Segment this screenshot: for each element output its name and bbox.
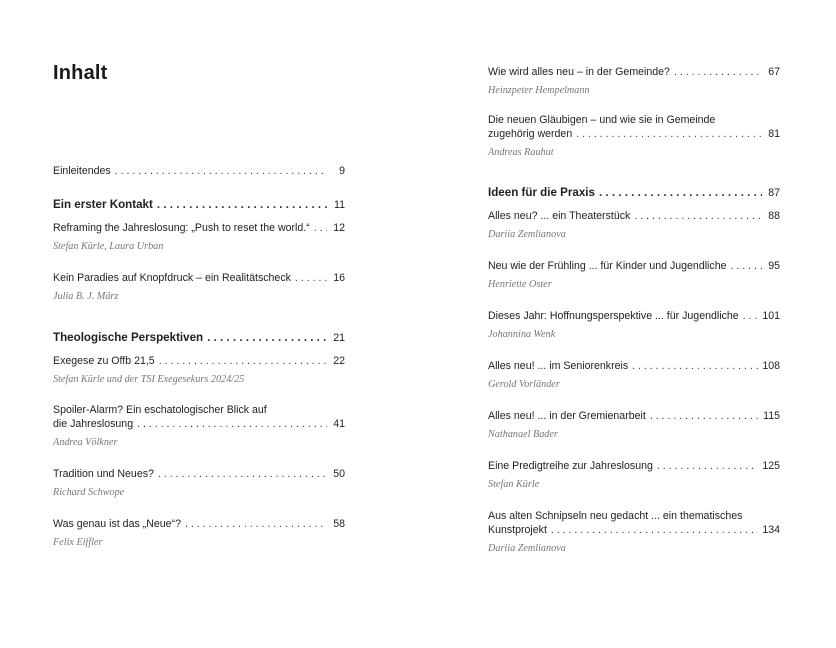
toc-entry-neuen-glaeubigen[interactable] — [488, 113, 780, 159]
toc-page-number: 67 — [768, 66, 780, 78]
dot-leader — [157, 197, 327, 212]
dot-leader — [158, 467, 327, 481]
toc-entry-title-line1: Aus alten Schnipseln neu gedacht ... ein thematisches — [488, 510, 743, 522]
toc-entry-title-line2: zugehörig werden — [488, 128, 573, 140]
toc-entry-exegese[interactable] — [53, 354, 345, 386]
dot-leader — [599, 185, 762, 200]
dot-leader — [634, 209, 762, 223]
toc-entry-predigtreihe[interactable] — [488, 459, 780, 491]
dot-leader — [115, 164, 327, 178]
toc-page-number: 50 — [333, 468, 345, 480]
toc-page-number: 11 — [334, 199, 345, 211]
toc-section-ideen-praxis[interactable] — [488, 185, 780, 201]
toc-entry-theaterstueck[interactable] — [488, 209, 780, 241]
toc-entry-einleitendes[interactable] — [53, 164, 345, 178]
toc-entry-title: Kein Paradies auf Knopfdruck – ein Realitätscheck — [53, 272, 291, 284]
toc-page-number: 16 — [333, 272, 345, 284]
toc-entry-spoiler-alarm[interactable] — [53, 403, 345, 449]
toc-page-number: 12 — [333, 222, 345, 234]
page-title: Inhalt — [53, 62, 108, 84]
toc-page-number: 95 — [768, 260, 780, 272]
toc-entry-title: Eine Predigtreihe zur Jahreslosung — [488, 460, 653, 472]
dot-leader — [674, 65, 762, 79]
toc-entry-title: Tradition und Neues? — [53, 468, 154, 480]
toc-entry-title-line2: die Jahreslosung — [53, 418, 134, 430]
toc-entry-gremienarbeit[interactable] — [488, 409, 780, 441]
toc-entry-title-line1: Spoiler-Alarm? Ein eschatologischer Blick auf — [53, 404, 267, 416]
toc-section-title: Ein erster Kontakt — [53, 198, 153, 211]
toc-entry-author: Andrea Völkner — [53, 437, 118, 448]
toc-entry-author: Felix Eiffler — [53, 537, 103, 548]
dot-leader — [295, 271, 327, 285]
toc-entry-title: Was genau ist das „Neue“? — [53, 518, 181, 530]
dot-leader — [743, 309, 759, 323]
toc-entry-kunstprojekt[interactable] — [488, 509, 780, 555]
toc-page-number: 9 — [339, 165, 345, 177]
toc-entry-author: Dariia Zemlianova — [488, 543, 566, 554]
toc-entry-title: Alles neu! ... im Seniorenkreis — [488, 360, 629, 372]
toc-entry-title: Exegese zu Offb 21,5 — [53, 355, 155, 367]
toc-entry-reframing[interactable] — [53, 221, 345, 253]
toc-page-number: 115 — [763, 410, 780, 422]
toc-entry-author: Stefan Kürle, Laura Urban — [53, 241, 164, 252]
toc-entry-author: Heinzpeter Hempelmann — [488, 85, 590, 96]
toc-entry-title-line2: Kunstprojekt — [488, 524, 547, 536]
toc-entry-author: Richard Schwope — [53, 487, 125, 498]
toc-page-number: 21 — [333, 332, 345, 344]
toc-page-number: 125 — [762, 460, 780, 472]
dot-leader — [650, 409, 759, 423]
toc-entry-author: Dariia Zemlianova — [488, 229, 566, 240]
toc-entry-title: Neu wie der Frühling ... für Kinder und Jugendliche — [488, 260, 727, 272]
toc-entry-author: Andreas Rauhut — [488, 147, 554, 158]
dot-leader — [632, 359, 758, 373]
toc-entry-author: Henriette Oster — [488, 279, 552, 290]
dot-leader — [207, 330, 327, 345]
toc-entry-title-line1: Die neuen Gläubigen – und wie sie in Gemeinde — [488, 114, 716, 126]
toc-entry-title: Dieses Jahr: Hoffnungsperspektive ... für Jugendliche — [488, 310, 739, 322]
dot-leader — [314, 221, 327, 235]
toc-entry-author: Johannina Wenk — [488, 329, 556, 340]
toc-page-number: 88 — [768, 210, 780, 222]
toc-entry-hoffnungsperspektive[interactable] — [488, 309, 780, 341]
toc-entry-title: Reframing the Jahreslosung: „Push to reset the world.“ — [53, 222, 310, 234]
toc-page-number: 101 — [762, 310, 780, 322]
dot-leader — [137, 417, 327, 431]
toc-section-theologische-perspektiven[interactable] — [53, 330, 345, 346]
toc-entry-author: Stefan Kürle — [488, 479, 540, 490]
toc-section-ein-erster-kontakt[interactable] — [53, 197, 345, 213]
dot-leader — [159, 354, 327, 368]
dot-leader — [551, 523, 758, 537]
toc-entry-author: Julia B. J. März — [53, 291, 119, 302]
toc-page-number: 108 — [762, 360, 780, 372]
toc-entry-kein-paradies[interactable] — [53, 271, 345, 303]
toc-entry-title: Wie wird alles neu – in der Gemeinde? — [488, 66, 670, 78]
toc-page-number: 22 — [333, 355, 345, 367]
toc-entry-title: Alles neu! ... in der Gremienarbeit — [488, 410, 646, 422]
toc-entry-author: Gerold Vorländer — [488, 379, 560, 390]
toc-entry-seniorenkreis[interactable] — [488, 359, 780, 391]
toc-entry-tradition[interactable] — [53, 467, 345, 499]
toc-page-number: 87 — [768, 187, 780, 199]
dot-leader — [185, 517, 327, 531]
toc-page-number: 134 — [762, 524, 780, 536]
toc-entry-fruehling[interactable] — [488, 259, 780, 291]
toc-entry-author: Stefan Kürle und der TSI Exegesekurs 2024/25 — [53, 374, 245, 385]
toc-page-number: 41 — [333, 418, 345, 430]
toc-section-title: Theologische Perspektiven — [53, 331, 204, 344]
toc-entry-title: Alles neu? ... ein Theaterstück — [488, 210, 631, 222]
dot-leader — [731, 259, 763, 273]
toc-section-title: Ideen für die Praxis — [488, 186, 595, 199]
toc-entry-was-genau[interactable] — [53, 517, 345, 549]
toc-entry-author: Nathanael Bader — [488, 429, 558, 440]
toc-entry-title: Einleitendes — [53, 165, 111, 177]
toc-entry-wie-wird-alles-neu[interactable] — [488, 65, 780, 97]
dot-leader — [576, 127, 762, 141]
toc-page-number: 81 — [768, 128, 780, 140]
toc-page-number: 58 — [333, 518, 345, 530]
dot-leader — [657, 459, 758, 473]
